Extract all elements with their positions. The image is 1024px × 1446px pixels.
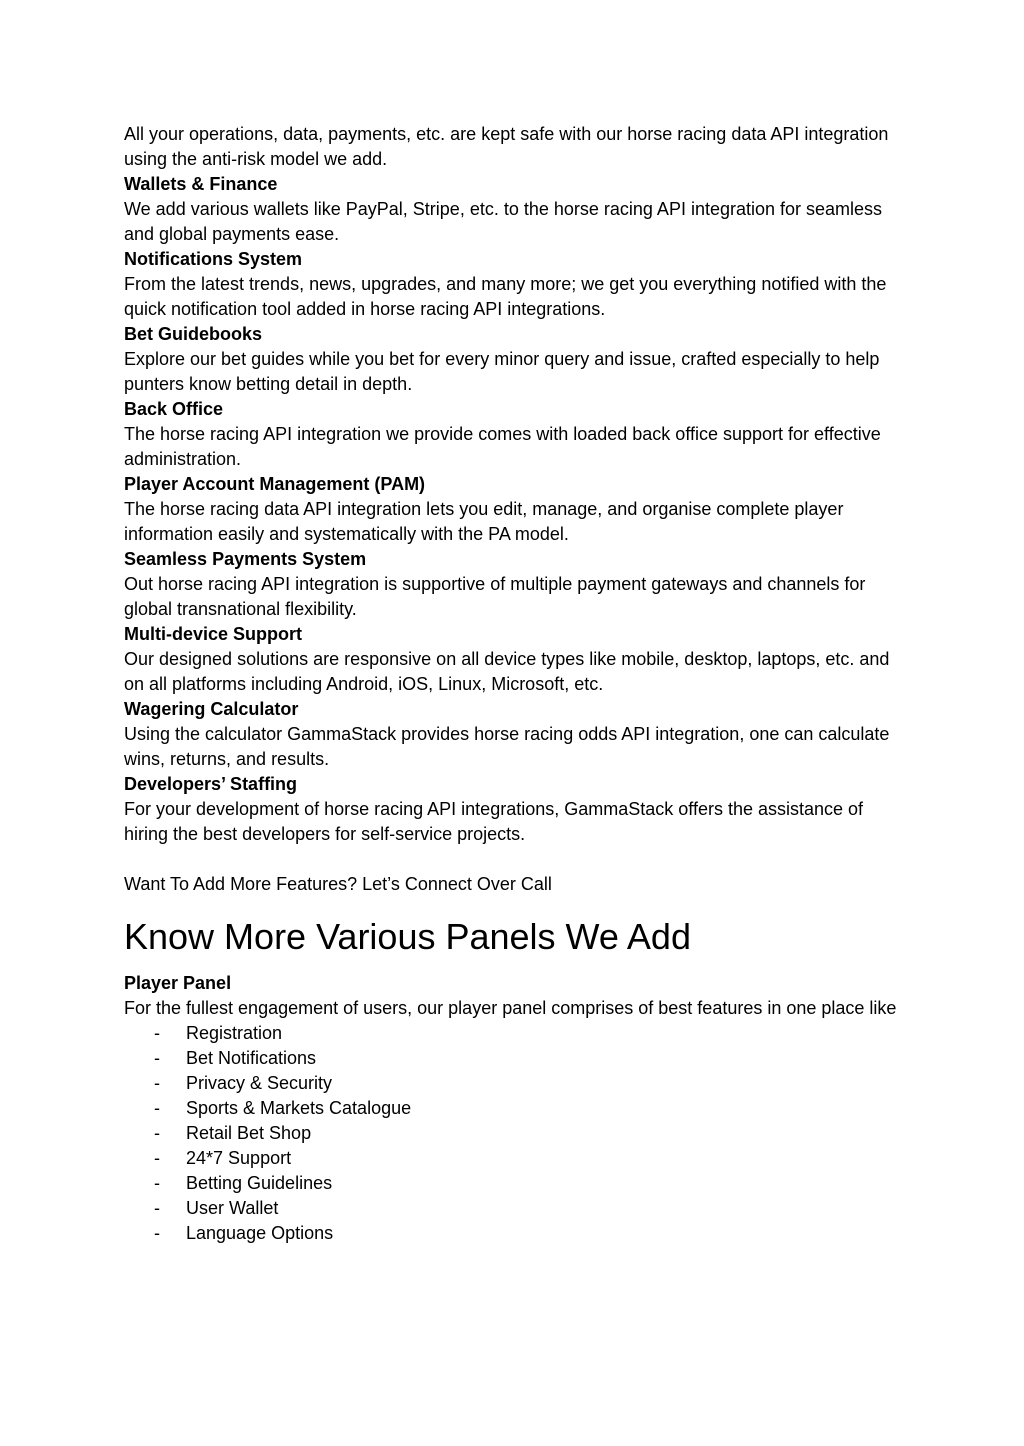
feature-title: Multi-device Support (124, 624, 303, 644)
document-page (124, 122, 904, 1246)
feature-item (124, 547, 904, 622)
feature-text: Using the calculator GammaStack provides horse racing odds API integration, one can calculate wins, returns, and results. (124, 724, 890, 769)
list-item-label: Registration (186, 1023, 283, 1043)
blank-line (124, 847, 904, 872)
list-item (124, 1046, 904, 1071)
list-item-label: Bet Notifications (186, 1048, 317, 1068)
feature-text: From the latest trends, news, upgrades, and many more; we get you everything notified with the quick notification tool added in horse racing API integrations. (124, 274, 887, 319)
list-item (124, 1146, 904, 1171)
list-item-label: Betting Guidelines (186, 1173, 333, 1193)
feature-item (124, 622, 904, 697)
feature-title: Back Office (124, 399, 224, 419)
feature-item (124, 397, 904, 472)
feature-item (124, 472, 904, 547)
feature-title: Player Account Management (PAM) (124, 474, 426, 494)
intro-paragraph: All your operations, data, payments, etc. are kept safe with our horse racing data API integration using the anti-risk model we add. (124, 124, 889, 169)
feature-title: Wallets & Finance (124, 174, 278, 194)
player-panel-section (124, 971, 904, 1246)
feature-title: Bet Guidebooks (124, 324, 263, 344)
list-item (124, 1171, 904, 1196)
list-item-label: Sports & Markets Catalogue (186, 1098, 412, 1118)
feature-text: The horse racing API integration we provide comes with loaded back office support for effective administration. (124, 424, 881, 469)
list-item (124, 1021, 904, 1046)
list-item-label: 24*7 Support (186, 1148, 292, 1168)
list-item (124, 1096, 904, 1121)
dash-bullet: - (154, 1073, 160, 1093)
dash-bullet: - (154, 1098, 160, 1118)
panels-heading: Know More Various Panels We Add (124, 916, 691, 957)
feature-title: Wagering Calculator (124, 699, 299, 719)
feature-list (124, 172, 904, 847)
player-panel-list (124, 1021, 904, 1246)
list-item-label: Language Options (186, 1223, 334, 1243)
player-panel-text: For the fullest engagement of users, our player panel comprises of best features in one place like (124, 998, 897, 1018)
feature-item (124, 697, 904, 772)
list-item (124, 1071, 904, 1096)
list-item-label: Retail Bet Shop (186, 1123, 312, 1143)
list-item (124, 1196, 904, 1221)
feature-item (124, 322, 904, 397)
dash-bullet: - (154, 1198, 160, 1218)
feature-text: We add various wallets like PayPal, Stripe, etc. to the horse racing API integration for seamless and global payments ease. (124, 199, 883, 244)
feature-text: Our designed solutions are responsive on all device types like mobile, desktop, laptops, etc. and on all platforms including Android, iOS, Linux, Microsoft, etc. (124, 649, 890, 694)
feature-text: For your development of horse racing API integrations, GammaStack offers the assistance of hiring the best developers for self-service projects. (124, 799, 864, 844)
feature-text: Explore our bet guides while you bet for every minor query and issue, crafted especially to help punters know betting detail in depth. (124, 349, 880, 394)
dash-bullet: - (154, 1173, 160, 1193)
list-item-label: User Wallet (186, 1198, 279, 1218)
dash-bullet: - (154, 1048, 160, 1068)
player-panel-title: Player Panel (124, 973, 232, 993)
list-item (124, 1121, 904, 1146)
feature-text: The horse racing data API integration lets you edit, manage, and organise complete player information easily and systematically with the PA model. (124, 499, 844, 544)
cta-text: Want To Add More Features? Let’s Connect Over Call (124, 874, 552, 894)
feature-title: Seamless Payments System (124, 549, 367, 569)
list-item-label: Privacy & Security (186, 1073, 333, 1093)
list-item (124, 1221, 904, 1246)
dash-bullet: - (154, 1223, 160, 1243)
dash-bullet: - (154, 1148, 160, 1168)
feature-item (124, 247, 904, 322)
feature-title: Developers’ Staffing (124, 774, 298, 794)
dash-bullet: - (154, 1123, 160, 1143)
feature-item (124, 772, 904, 847)
dash-bullet: - (154, 1023, 160, 1043)
feature-text: Out horse racing API integration is supportive of multiple payment gateways and channels for global transnational flexibility. (124, 574, 866, 619)
feature-title: Notifications System (124, 249, 303, 269)
feature-item (124, 172, 904, 247)
